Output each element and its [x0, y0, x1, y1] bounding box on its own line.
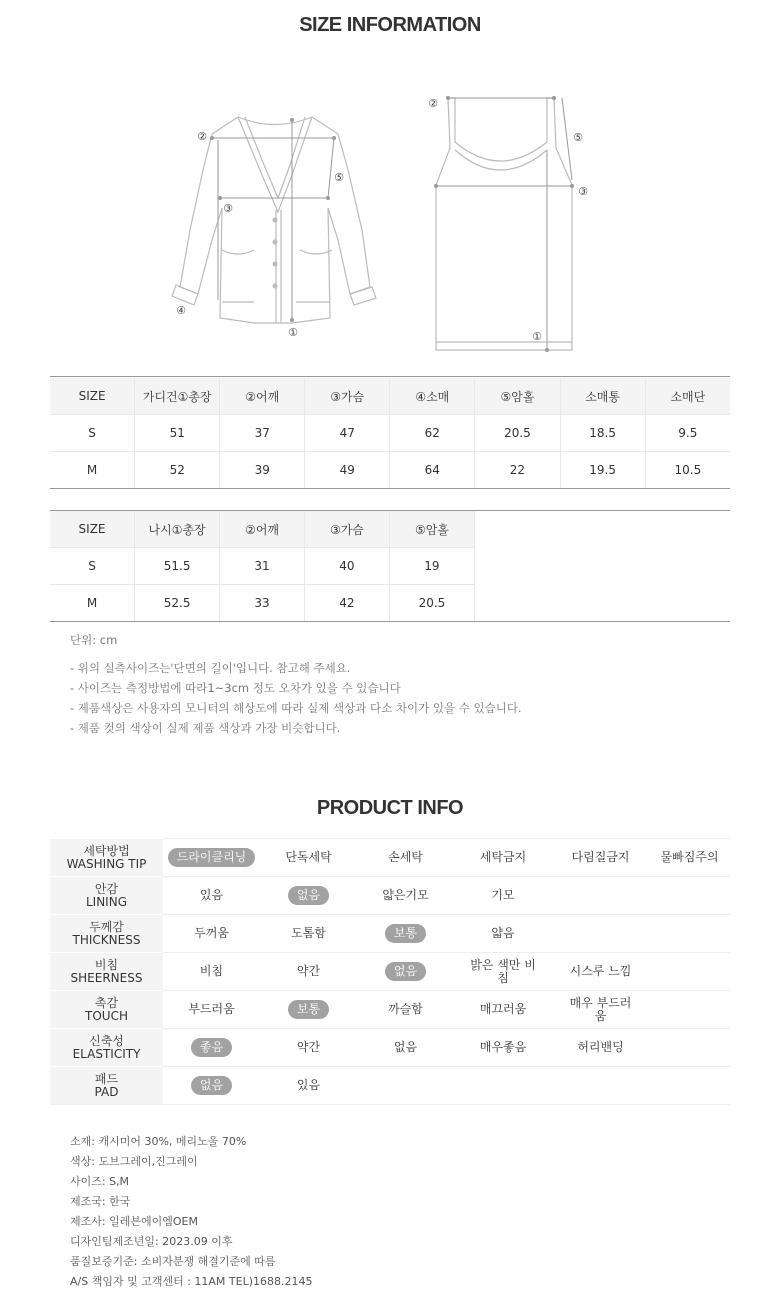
product-info-option [357, 877, 454, 915]
product-info-label [50, 1029, 163, 1067]
label-korean: 패드 [94, 1071, 119, 1086]
product-info-option [454, 953, 552, 991]
table-cell: 42 [305, 585, 390, 622]
product-info-table [50, 838, 730, 1105]
table-cell: 22 [475, 452, 560, 489]
selected-option-badge: 없음 [191, 1076, 232, 1095]
tank-sketch [436, 98, 572, 350]
option-label: 매끄러움 [479, 1002, 527, 1016]
table-cell: 20.5 [475, 415, 560, 452]
table-cell: S [50, 415, 135, 452]
header-cell: 나시①총장 [135, 511, 220, 548]
note-line: - 제품 컷의 색상이 실제 제품 색상과 가장 비슷합니다. [70, 721, 341, 735]
option-label: 까슬함 [388, 1002, 423, 1016]
label-korean: 세탁방법 [83, 843, 130, 858]
product-info-option [357, 1067, 454, 1105]
size-notes [70, 658, 522, 738]
table-cell: S [50, 548, 135, 585]
header-cell: 소매통 [560, 378, 645, 415]
label-korean: 신축성 [89, 1033, 124, 1048]
product-info-option [454, 1029, 552, 1067]
product-info-row [50, 915, 730, 953]
product-info-row [50, 1067, 730, 1105]
cardigan-mark-4: ④ [176, 304, 186, 317]
product-info-label [50, 1067, 163, 1105]
product-info-option [260, 877, 357, 915]
header-cell: 가디건①총장 [135, 378, 220, 415]
table-cell: 51.5 [135, 548, 220, 585]
table-cell: 64 [390, 452, 475, 489]
table-rule [50, 621, 730, 622]
header-cell: SIZE [50, 511, 135, 548]
product-info-option [649, 991, 730, 1029]
cardigan-mark-2: ② [197, 130, 207, 143]
product-info-option [454, 915, 552, 953]
product-info-option [260, 953, 357, 991]
product-info-option [163, 1067, 260, 1105]
selected-option-badge: 보통 [385, 924, 426, 943]
table-cell: 19 [389, 548, 474, 585]
table-cell: 40 [305, 548, 390, 585]
label-english: PAD [94, 1084, 119, 1099]
product-info-option [357, 953, 454, 991]
spec-line: 사이즈: S,M [70, 1175, 130, 1188]
unit-label: 단위: cm [70, 633, 118, 647]
option-label: 다림질금지 [571, 850, 630, 864]
selected-option-badge: 좋음 [191, 1038, 232, 1057]
product-info-option [649, 1029, 730, 1067]
product-info-option [163, 839, 260, 877]
option-label: 약간 [296, 1040, 321, 1054]
product-info-option [163, 877, 260, 915]
selected-option-badge: 없음 [288, 886, 329, 905]
product-specs [70, 1132, 313, 1292]
table-cell: 37 [220, 415, 305, 452]
product-info-option [552, 915, 649, 953]
table-row [50, 585, 475, 622]
product-info-option [163, 915, 260, 953]
header-cell: ④소매 [390, 378, 475, 415]
spec-line: 색상: 도브그레이,진그레이 [70, 1155, 198, 1168]
option-label: 없음 [393, 1040, 418, 1054]
header-cell: ②어깨 [220, 511, 305, 548]
table-row [50, 415, 730, 452]
product-info-row [50, 839, 730, 877]
product-info-title: PRODUCT INFO [316, 797, 464, 819]
option-label: 있음 [199, 888, 224, 902]
table-cell: 10.5 [645, 452, 730, 489]
table-cell: 52.5 [135, 585, 220, 622]
product-info-option [357, 839, 454, 877]
product-info-option [649, 1067, 730, 1105]
header-cell: ⑤암홀 [475, 378, 560, 415]
note-line: - 제품색상은 사용자의 모니터의 해상도에 따라 실제 색상과 다소 차이가 있을 수 있습니다. [70, 701, 522, 715]
option-label: 허리밴딩 [577, 1040, 624, 1054]
table-cell: M [50, 452, 135, 489]
product-info-option [163, 991, 260, 1029]
spec-line: 제조국: 한국 [70, 1195, 131, 1208]
product-info-label [50, 953, 163, 991]
spec-line: 품질보증기준: 소비자분쟁 해결기준에 따름 [70, 1255, 276, 1268]
product-info-option [649, 839, 730, 877]
product-info-label [50, 839, 163, 877]
product-info-option [552, 877, 649, 915]
product-info-option [454, 991, 552, 1029]
table-cell: 52 [135, 452, 220, 489]
option-label: 얇음 [491, 926, 515, 940]
product-info-option [552, 953, 649, 991]
option-label: 비침 [199, 964, 224, 978]
tank-mark-1: ① [532, 330, 542, 343]
option-label: 물빠짐주의 [660, 850, 719, 864]
label-korean: 촉감 [94, 995, 119, 1010]
spec-line: 디자인팀제조년일: 2023.09 이후 [70, 1235, 233, 1248]
option-label: 도톰함 [291, 926, 326, 940]
product-info-option [454, 877, 552, 915]
product-info-option [649, 877, 730, 915]
tank-mark-5: ⑤ [573, 131, 583, 144]
table-cell: M [50, 585, 135, 622]
label-english: SHEERNESS [70, 970, 143, 985]
option-label: 얇은기모 [382, 888, 429, 902]
header-cell: ③가슴 [305, 511, 390, 548]
spec-line: A/S 책임자 및 고객센터 : 11AM TEL)1688.2145 [70, 1275, 313, 1288]
table-row [50, 452, 730, 489]
table-cell: 51 [135, 415, 220, 452]
table-cell: 9.5 [645, 415, 730, 452]
selected-option-badge: 드라이클리닝 [168, 848, 256, 867]
label-english: THICKNESS [72, 932, 141, 947]
product-info-option [552, 1029, 649, 1067]
table-header-row [50, 378, 730, 415]
cardigan-mark-5: ⑤ [334, 171, 344, 184]
option-label: 손세탁 [388, 850, 423, 864]
option-label: 세탁금지 [479, 850, 527, 864]
table-cell: 47 [305, 415, 390, 452]
product-info-option [649, 915, 730, 953]
tank-mark-3: ③ [578, 185, 588, 198]
table-rule [50, 376, 730, 377]
product-info-option [357, 1029, 454, 1067]
product-info-option [649, 953, 730, 991]
header-cell: ②어깨 [220, 378, 305, 415]
size-info-title: SIZE INFORMATION [299, 14, 481, 36]
header-cell: 소매단 [645, 378, 730, 415]
product-info-option [260, 915, 357, 953]
label-korean: 비침 [94, 957, 119, 972]
product-info-option [357, 915, 454, 953]
product-info-option [260, 839, 357, 877]
product-info-option [260, 1067, 357, 1105]
option-label: 있음 [296, 1078, 321, 1092]
table-row [50, 548, 475, 585]
product-info-row [50, 1029, 730, 1067]
option-label: 밝은 색만 비침 [470, 957, 536, 985]
label-english: LINING [85, 894, 127, 909]
product-info-row [50, 991, 730, 1029]
product-info-option [454, 839, 552, 877]
label-korean: 안감 [94, 881, 119, 896]
product-info-option [260, 991, 357, 1029]
table-cell: 19.5 [560, 452, 645, 489]
option-label: 두꺼움 [194, 926, 229, 940]
table-cell: 33 [220, 585, 305, 622]
table-cell: 62 [390, 415, 475, 452]
option-label: 단독세탁 [285, 850, 332, 864]
table-cell: 20.5 [389, 585, 474, 622]
product-info-option [163, 953, 260, 991]
header-cell: SIZE [50, 378, 135, 415]
label-english: TOUCH [85, 1008, 128, 1023]
label-korean: 두께감 [89, 919, 124, 934]
product-info-option [552, 1067, 649, 1105]
table-cell: 49 [305, 452, 390, 489]
option-label: 기모 [491, 888, 515, 902]
header-cell: ⑤암홀 [389, 511, 474, 548]
product-info-row [50, 877, 730, 915]
product-info-option [454, 1067, 552, 1105]
product-info-option [552, 839, 649, 877]
product-info-option [163, 1029, 260, 1067]
option-label: 부드러움 [188, 1002, 235, 1016]
spec-line: 소재: 캐시미어 30%, 메리노울 70% [70, 1135, 247, 1148]
option-label: 매우좋음 [479, 1040, 527, 1054]
table-rule [50, 488, 730, 489]
cardigan-size-table [50, 378, 730, 489]
label-english: WASHING TIP [66, 856, 147, 871]
product-info-label [50, 991, 163, 1029]
table-cell: 18.5 [560, 415, 645, 452]
product-info-label [50, 915, 163, 953]
tank-mark-2: ② [428, 97, 438, 110]
table-header-row [50, 511, 475, 548]
option-label: 매우 부드러움 [569, 995, 632, 1023]
product-info-label [50, 877, 163, 915]
note-line: - 사이즈는 측정방법에 따라1~3cm 정도 오차가 있을 수 있습니다 [70, 681, 401, 695]
header-cell: ③가슴 [305, 378, 390, 415]
note-line: - 위의 실측사이즈는'단면의 길이'입니다. 참고해 주세요. [70, 661, 351, 675]
product-info-option [552, 991, 649, 1029]
tank-size-table [50, 511, 475, 622]
cardigan-mark-1: ① [288, 326, 298, 339]
product-info-row [50, 953, 730, 991]
product-info-option [357, 991, 454, 1029]
selected-option-badge: 없음 [385, 962, 426, 981]
option-label: 시스루 느낌 [569, 964, 632, 978]
product-info-option [260, 1029, 357, 1067]
table-cell: 39 [220, 452, 305, 489]
option-label: 약간 [296, 964, 321, 978]
table-cell: 31 [220, 548, 305, 585]
garment-measurement-diagram [0, 80, 780, 370]
label-english: ELASTICITY [72, 1046, 141, 1061]
spec-line: 제조사: 일레븐에이엠OEM [70, 1215, 198, 1228]
cardigan-mark-3: ③ [223, 202, 233, 215]
selected-option-badge: 보통 [288, 1000, 329, 1019]
